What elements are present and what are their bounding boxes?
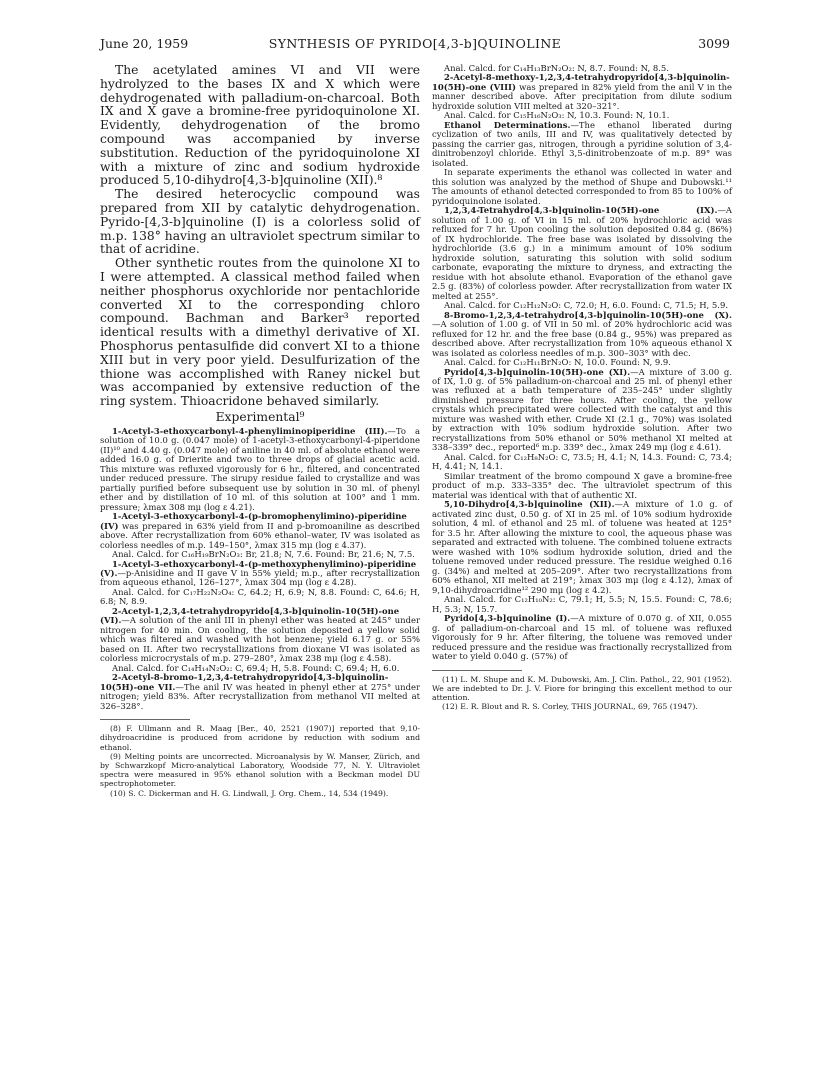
experimental-procedures: [100, 427, 420, 712]
compound-title: 2-Acetyl-8-bromo-1,2,3,4-tetrahydropyrido[4,3-b]quinolin-10(5H)-one VII.: [100, 672, 389, 692]
compound-title: 1-Acetyl-3-ethoxycarbonyl-4-(p-bromophenylimino)-piperidine (IV): [100, 511, 407, 531]
paragraph-text: —To a solution of 10.0 g. (0.047 mole) of 1-acetyl-3-ethoxycarbonyl-4-piperidone (II)¹⁰ and 4.40 g. (0.047 mole) of aniline in 40 ml. of absolute ethanol were added 16.0 g. of Drierite and two to three drops of glacial acetic acid. This mixture was refluxed vigorously for 6 hr., filtered, and concentrated under reduced pressure. The sirupy residue failed to crystallize and was partially purified before subsequent use by solution in 30 ml. of phenyl ether and by distillation of 10 ml. of this solution at 100° and 1 mm. pressure; λmax 308 mμ (log ε 4.21).: [100, 425, 420, 512]
page-number: 3099: [698, 36, 730, 51]
paragraph-text: Anal. Calcd. for C₁₄H₁₄N₂O₂: C, 69.4; H, 5.8. Found: C, 69.4; H, 6.0.: [112, 662, 400, 673]
compound-title: Pyrido[4,3-b]quinoline (I).: [444, 613, 571, 624]
paragraph-text: Anal. Calcd. for C₁₂H₁₀N₂: C, 79.1; H, 5.5; N, 15.5. Found: C, 78.6; H, 5.3; N, 15.7.: [432, 594, 732, 614]
intro-paragraphs: [100, 64, 420, 409]
paragraph-text: —A solution of the anil III in phenyl ether was heated at 245° under nitrogen for 40 min. On cooling, the solution deposited a yellow solid which was filtered and washed with hot benzene; yield 6.17 g. or 55% based on II. After two recrystallizations from dioxane VI was isolated as colorless microcrystals of m.p. 279–280°, λmax 238 mμ (log ε 4.58).: [100, 615, 420, 664]
paragraph-text: Anal. Calcd. for C₁₇H₂₂N₂O₄: C, 64.2; H, 6.9; N, 8.8. Found: C, 64.6; H, 6.8; N, 8.9.: [100, 586, 420, 607]
experimental-paragraph: [432, 500, 732, 595]
paragraph-text: was prepared in 63% yield from II and p-bromoaniline as described above. After recrystallization from 60% ethanol–water, IV was isolated as colorless needles of m.p. 149–150°, λmax 315 mμ (log ε 4.37).: [100, 520, 420, 550]
paragraph-text: was prepared in 82% yield from the anil V in the manner described above. After precipitation from dilute sodium hydroxide solution VIII melted at 320–321°.: [432, 81, 733, 111]
experimental-paragraph: [100, 512, 420, 550]
footnote-rule: [432, 670, 522, 671]
compound-title: 8-Bromo-1,2,3,4-tetrahydro[4,3-b]quinolin-10(5H)-one (X).: [444, 309, 732, 320]
footnote: (12) E. R. Blout and R. S. Corley, THIS JOURNAL, 69, 765 (1947).: [442, 702, 698, 712]
compound-title: 2-Acetyl-8-methoxy-1,2,3,4-tetrahydropyrido[4,3-b]quinolin-10(5H)-one (VIII): [432, 72, 730, 92]
intro-paragraph: The desired heterocyclic compound was prepared from XII by catalytic dehydrogenation. Pyrido-[4,3-b]quinoline (I) is a colorless solid of m.p. 138° having an ultraviolet spectrum similar to that of acridine.: [100, 187, 421, 257]
header-date: June 20, 1959: [100, 36, 189, 51]
paragraph-text: —A mixture of 0.070 g. of XII, 0.055 g. of palladium-on-charcoal and 15 ml. of toluene was refluxed vigorously for 9 hr. After filtering, the toluene was removed under reduced pressure and the residue was fractionally recrystallized from water to yield 0.040 g. (57%) of: [432, 613, 732, 662]
footnote: (9) Melting points are uncorrected. Microanalysis by W. Manser, Zürich, and by Schwarzkopf Micro-analytical Laboratory, Woodside 77, N. Y. Ultraviolet spectra were measured in 95% ethanol solution with a Beckman model DU spectrophotometer.: [100, 751, 420, 789]
paragraph-text: Anal. Calcd. for C₁₅H₁₆N₂O₃: N, 10.3. Found: N, 10.1.: [444, 110, 670, 121]
experimental-paragraph: [432, 368, 732, 453]
right-column: [432, 64, 732, 711]
paragraph-text: Anal. Calcd. for C₁₆H₁₉BrN₂O₃: Br, 21.8; N, 7.6. Found: Br, 21.6; N, 7.5.: [112, 549, 415, 560]
paragraph-text: —A solution of 1.00 g. of VII in 50 ml. of 20% hydrochloric acid was refluxed for 12 hr. and the free base (0.84 g., 95%) was prepared as described above. After recrystallization from 10% aqueous ethanol X was isolated as colorless needles of m.p. 300–303° with dec.: [432, 319, 732, 358]
compound-title: 1,2,3,4-Tetrahydro[4,3-b]quinolin-10(5H)-one (IX).: [444, 205, 718, 216]
paragraph-text: —A mixture of 3.00 g. of IX, 1.0 g. of 5% palladium-on-charcoal and 25 ml. of phenyl ether was refluxed at a bath temperature of 235–245° under slightly diminished pressure for three hours. After cooling, the yellow crystals which precipitated were collected with the catalyst and this mixture was washed with ether. Crude XI (2.1 g., 70%) was isolated by extraction with 10% sodium hydroxide solution. After two recrystallizations from 50% ethanol or 50% methanol XI melted at 338–339° dec., reported⁶ m.p. 339° dec., λmax 249 mμ (log ε 4.61).: [432, 366, 733, 453]
experimental-paragraph: [432, 168, 732, 206]
compound-title: Ethanol Determinations.: [444, 119, 571, 130]
experimental-paragraph: [432, 595, 732, 614]
compound-title: Pyrido[4,3-b]quinolin-10(5H)-one (XI).: [444, 366, 631, 377]
footnote-rule: [100, 719, 190, 720]
left-column: [100, 64, 420, 798]
experimental-paragraph: [432, 614, 732, 661]
paragraph-text: —A mixture of 1.0 g. of activated zinc dust, 0.50 g. of XI in 25 ml. of 10% sodium hydroxide solution, 4 ml. of ethanol and 25 ml. of toluene was heated at 125° for 3.5 hr. After allowing the mixture to cool, the aqueous phase was separated and extracted with toluene. The combined toluene extracts were washed with 10% sodium hydroxide solution, dried and the toluene removed under reduced pressure. The residue weighed 0.16 g. (34%) and melted at 205–209°. After two recrystallizations from 60% ethanol, XII melted at 219°; λmax 303 mμ (log ε 4.12), λmax of 9,10-dihydroacridine¹² 290 mμ (log ε 4.2).: [432, 499, 732, 595]
experimental-paragraph: [432, 121, 732, 168]
footnote: (10) S. C. Dickerman and H. G. Lindwall, J. Org. Chem., 14, 534 (1949).: [110, 788, 389, 798]
header-title: SYNTHESIS OF PYRIDO[4,3-b]QUINOLINE: [268, 36, 562, 51]
experimental-paragraph: [432, 472, 732, 500]
experimental-paragraph: [432, 206, 732, 301]
paragraph-text: —The ethanol liberated during cyclization of two anils, III and IV, was qualitatively detected by passing the carrier gas, nitrogen, through a pyridine solution of 3,4-dinitrobenzoyl chloride. Ethyl 3,5-dinitrobenzoate of m.p. 89° was isolated.: [432, 119, 732, 168]
footnote: (8) F. Ullmann and R. Maag [Ber., 40, 2521 (1907)] reported that 9,10-dihydroacridine is produced from acridone by reduction with sodium and ethanol.: [100, 724, 420, 752]
paragraph-text: Anal. Calcd. for C₁₂H₈N₂O: C, 73.5; H, 4.1; N, 14.3. Found: C, 73.4; H, 4.41; N, 14.1.: [432, 451, 732, 472]
experimental-paragraph: [100, 607, 420, 664]
compound-title: 1-Acetyl-3-ethoxycarbonyl-4-phenyliminopiperidine (III).: [112, 425, 388, 436]
experimental-paragraph: [100, 560, 420, 588]
experimental-heading: Experimental⁹: [215, 409, 305, 424]
experimental-paragraph: [100, 588, 420, 607]
paragraph-text: Similar treatment of the bromo compound X gave a bromine-free product of m.p. 333–335° dec. The ultraviolet spectrum of this material was identical with that of authentic XI.: [432, 470, 732, 500]
paragraph-text: —A solution of 1.00 g. of VI in 15 ml. of 20% hydrochloric acid was refluxed for 7 hr. Upon cooling the solution deposited 0.84 g. (86%) of IX hydrochloride. The free base was isolated by dissolving the hydrochloride (3.6 g.) in a minimum amount of 10% sodium hydroxide solution, saturating this solution with solid sodium carbonate, evaporating the mixture to dryness, and extracting the residue with hot absolute ethanol. Evaporation of the ethanol gave 2.5 g. (83%) of colorless powder. After recrystallization from water IX melted at 255°.: [432, 205, 732, 301]
experimental-paragraph: [432, 311, 732, 358]
running-header: [100, 36, 730, 52]
paragraph-text: Anal. Calcd. for C₁₄H₁₃BrN₂O₂: N, 8.7. Found: N, 8.5.: [444, 63, 669, 73]
experimental-paragraph: [100, 673, 420, 711]
footnotes: [100, 724, 420, 798]
paragraph-text: Anal. Calcd. for C₁₂H₁₂N₂O: C, 72.0; H, 6.0. Found: C, 71.5; H, 5.9.: [444, 300, 729, 311]
paragraph-text: —p-Anisidine and II gave V in 55% yield; m.p., after recrystallization from aqueous ethanol, 126–127°, λmax 304 mμ (log ε 4.28).: [100, 567, 420, 588]
compound-title: 5,10-Dihydro[4,3-b]quinoline (XII).: [444, 499, 615, 510]
footnotes: [432, 675, 732, 712]
experimental-paragraph: [100, 427, 420, 512]
paragraph-text: —The anil IV was heated in phenyl ether at 275° under nitrogen; yield 83%. After recrystallization from methanol VII melted at 326–328°.: [100, 681, 420, 711]
paragraph-text: Anal. Calcd. for C₁₂H₁₁BrN₂O: N, 10.0. Found: N, 9.9.: [444, 357, 671, 368]
intro-paragraph: Other synthetic routes from the quinolone XI to I were attempted. A classical method failed when neither phosphorus oxychloride nor pentachloride converted XI to the corresponding chloro compound. Bachman and Barker³ reported identical results with a dimethyl derivative of XI. Phosphorus pentasulfide did convert XI to a thione XIII but in very poor yield. Desulfurization of the thione was accomplished with Raney nickel but was accompanied by extensive reduction of the ring system. Thioacridone behaved similarly.: [100, 256, 420, 409]
compound-title: 1-Acetyl-3-ethoxycarbonyl-4-(p-methoxyphenylimino)-piperidine (V).: [100, 558, 417, 578]
footnote: (11) L. M. Shupe and K. M. Dubowski, Am. J. Clin. Pathol., 22, 901 (1952). We are indebted to Dr. J. V. Fiore for bringing this excellent method to our attention.: [432, 674, 732, 702]
intro-paragraph: The acetylated amines VI and VII were hydrolyzed to the bases IX and X which were dehydrogenated with palladium-on-charcoal. Both IX and X gave a bromine-free pyridoquinolone XI. Evidently, dehydrogenation of the bromo compound was accompanied by inverse substitution. Reduction of the pyridoquinolone XI with a mixture of zinc and sodium hydroxide produced 5,10-dihydro[4,3-b]quinoline (XII).⁸: [100, 63, 420, 188]
paragraph-text: In separate experiments the ethanol was collected in water and this solution was analyzed by the method of Shupe and Dubowski.¹¹ The amounts of ethanol detected corresponded to from 85 to 100% of pyridoquinolone isolated.: [432, 167, 732, 206]
compound-title: 2-Acetyl-1,2,3,4-tetrahydropyrido[4,3-b]quinolin-10(5H)-one (VI).: [100, 605, 400, 626]
experimental-continued: [432, 64, 732, 662]
experimental-paragraph: [432, 453, 732, 472]
experimental-paragraph: [432, 73, 732, 111]
